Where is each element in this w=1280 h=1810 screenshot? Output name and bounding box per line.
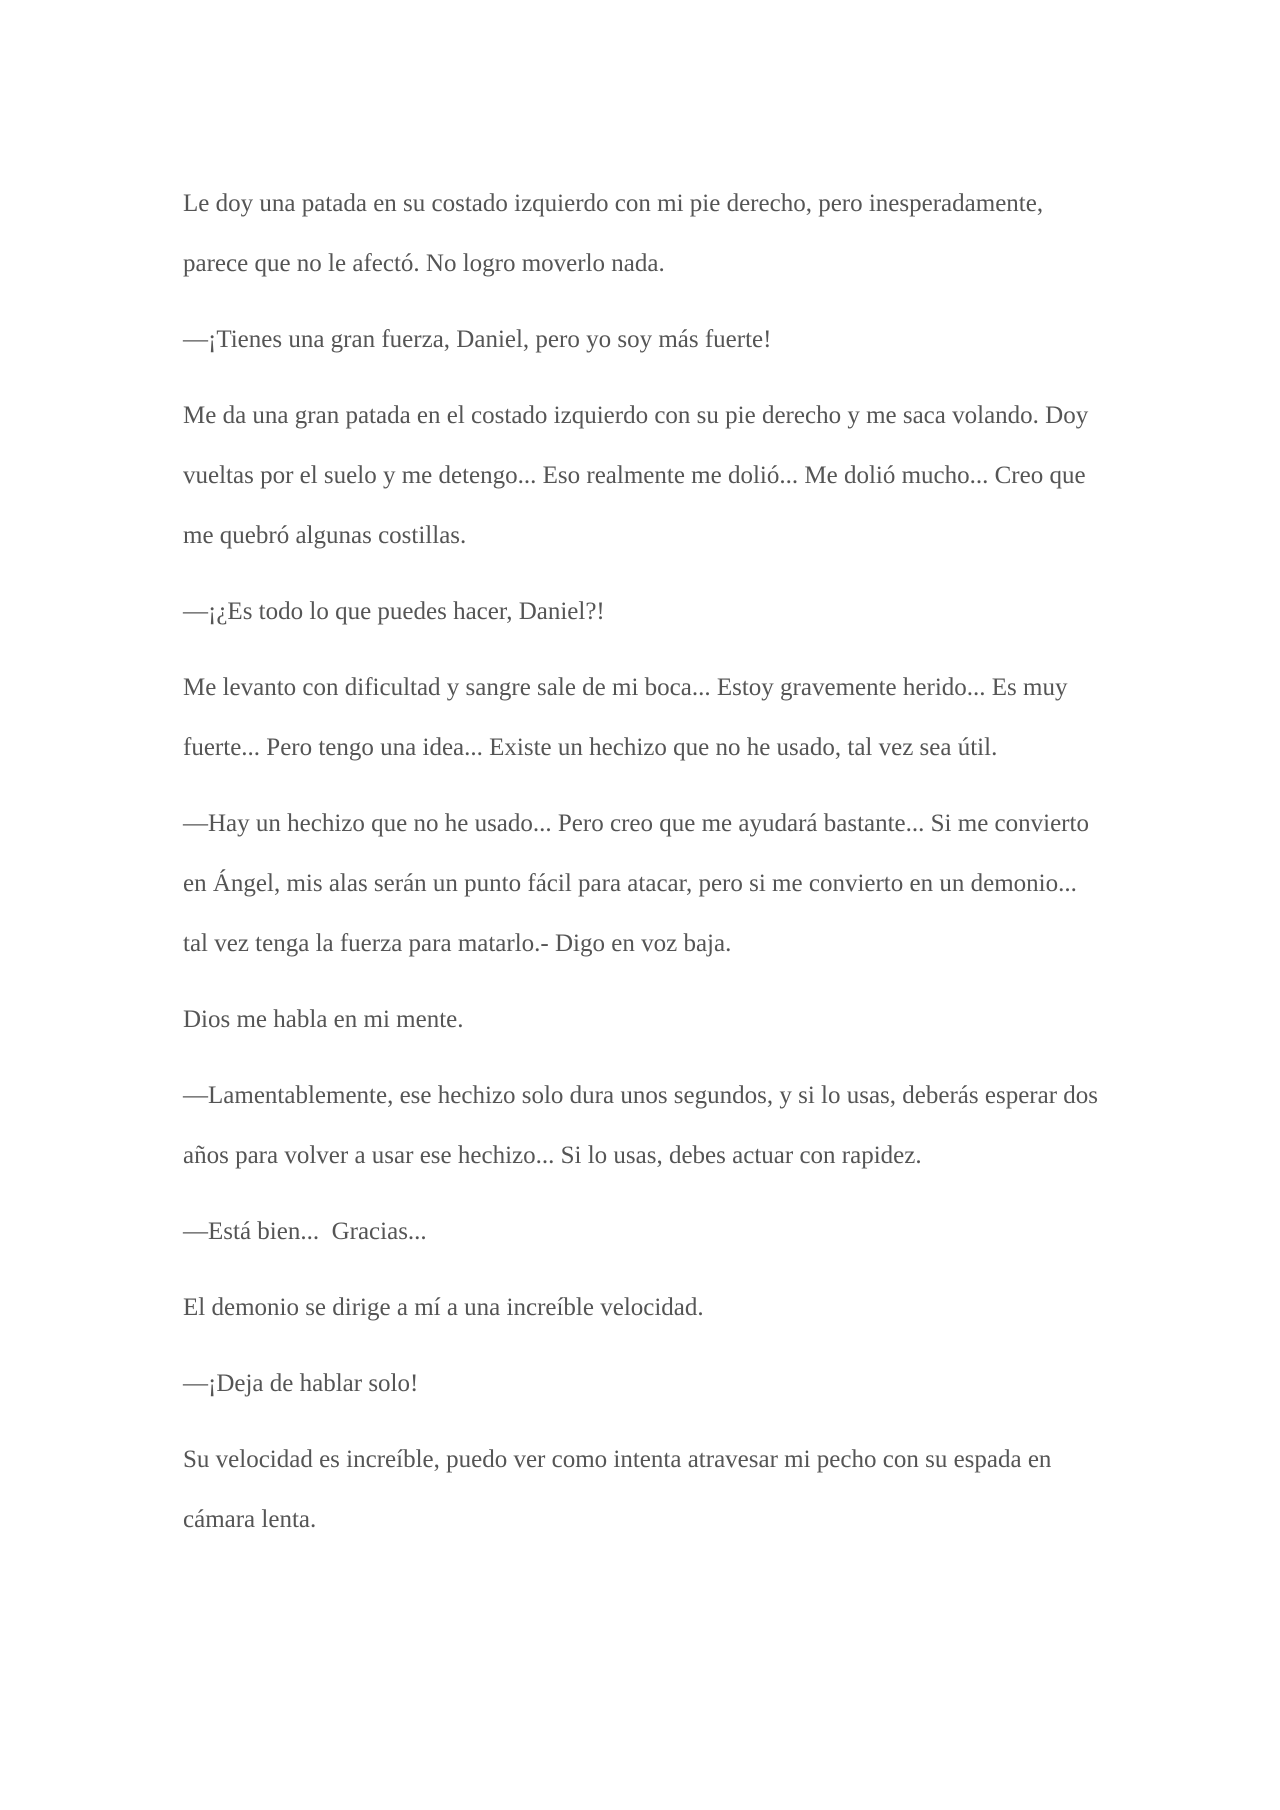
paragraph-7: Dios me habla en mi mente. <box>183 1006 464 1033</box>
paragraph-4: —¡¿Es todo lo que puedes hacer, Daniel?! <box>183 598 605 625</box>
paragraph-2: —¡Tienes una gran fuerza, Daniel, pero yo soy más fuerte! <box>183 326 772 353</box>
paragraph-6: —Hay un hechizo que no he usado... Pero creo que me ayudará bastante... Si me convierto en Ángel, mis alas serán un punto fácil para atacar, pero si me convierto en un demonio... tal vez tenga la fuerza para matarlo.- Digo en voz baja. <box>183 810 1096 957</box>
paragraph-3: Me da una gran patada en el costado izquierdo con su pie derecho y me saca volando. Doy vueltas por el suelo y me detengo... Eso realmente me dolió... Me dolió mucho... Creo que me quebró algunas costillas. <box>183 402 1095 549</box>
paragraph-10: El demonio se dirige a mí a una increíble velocidad. <box>183 1294 704 1321</box>
paragraph-8: —Lamentablemente, ese hechizo solo dura unos segundos, y si lo usas, deberás esperar dos años para volver a usar ese hechizo... Si lo usas, debes actuar con rapidez. <box>183 1082 1105 1169</box>
paragraph-11: —¡Deja de hablar solo! <box>183 1370 419 1397</box>
paragraph-9: —Está bien... Gracias... <box>183 1218 427 1245</box>
paragraph-5: Me levanto con dificultad y sangre sale de mi boca... Estoy gravemente herido... Es muy fuerte... Pero tengo una idea... Existe un hechizo que no he usado, tal vez sea útil. <box>183 674 1074 761</box>
story-text <box>183 174 1103 1566</box>
paragraph-1: Le doy una patada en su costado izquierdo con mi pie derecho, pero inesperadamente, parece que no le afectó. No logro moverlo nada. <box>183 190 1050 277</box>
paragraph-12: Su velocidad es increíble, puedo ver como intenta atravesar mi pecho con su espada en cámara lenta. <box>183 1446 1058 1533</box>
